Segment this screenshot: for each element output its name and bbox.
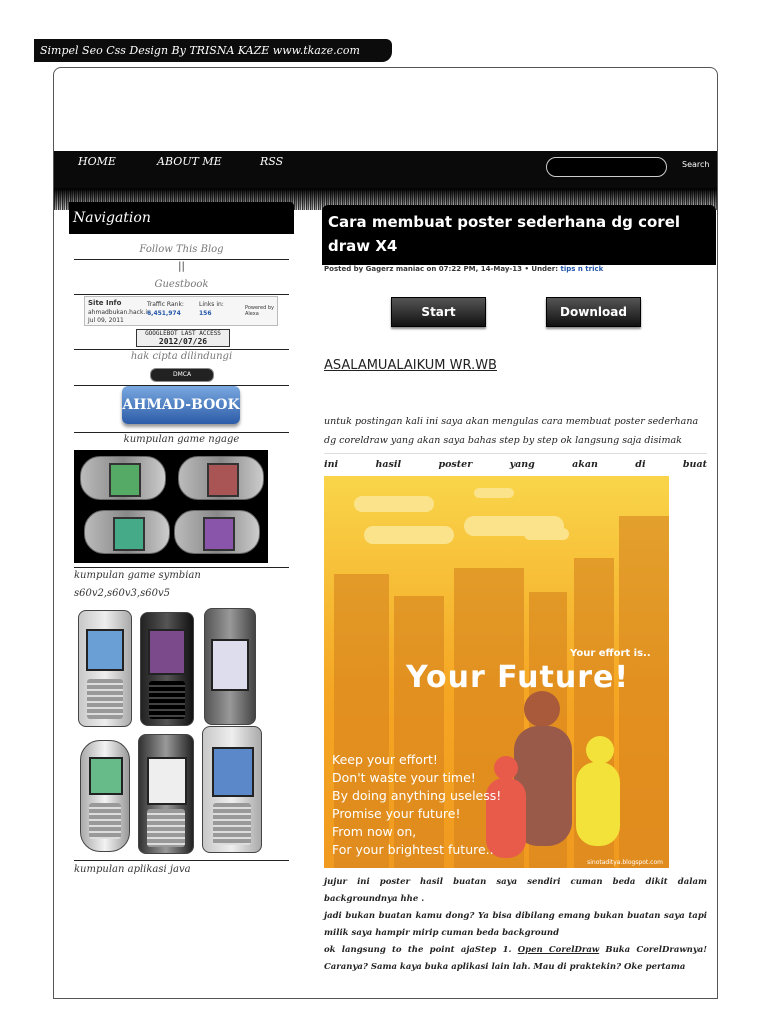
ngage-device-image — [80, 456, 166, 500]
poster-line: Don't waste your time! — [332, 770, 476, 785]
guestbook-link[interactable]: Guestbook — [154, 279, 209, 290]
siteinfo-links-value: 156 — [199, 310, 212, 317]
nokia-phone-image — [138, 734, 194, 854]
post-paragraph-step — [324, 942, 707, 976]
person-figure — [586, 736, 614, 764]
search-button[interactable]: Search — [682, 160, 710, 169]
sidebar-divider — [74, 349, 289, 350]
siteinfo-date: Jul 09, 2011 — [88, 317, 124, 324]
siteinfo-title: Site Info — [88, 299, 122, 307]
siteinfo-powered: Powered by Alexa — [245, 305, 274, 317]
cloud-shape — [524, 528, 569, 540]
open-coreldraw-link[interactable]: Open CorelDraw — [517, 945, 600, 955]
step-detail-text: Buka CorelDrawnya! Caranya? Sama kaya buka aplikasi lain lah. Mau di praktekin? Oke pertama — [324, 945, 708, 972]
post-label-link[interactable]: tips n trick — [560, 265, 604, 273]
post-paragraph: jujur ini poster hasil buatan saya sendiri cuman beda dikit dalam backgroundnya hhe . — [324, 877, 707, 904]
siteinfo-rank-label: Traffic Rank: — [147, 301, 184, 308]
sidebar-divider — [74, 259, 289, 260]
nav-home-link[interactable]: HOME — [78, 155, 116, 168]
apps-java-link[interactable]: kumpulan aplikasi java — [74, 864, 191, 875]
nokia-phone-image — [202, 726, 262, 853]
start-button[interactable]: Start — [391, 297, 486, 327]
game-symbian-versions: s60v2,s60v3,s60v5 — [74, 588, 170, 599]
googlebot-counter-date: 2012/07/26 — [158, 337, 208, 346]
ngage-device-image — [174, 510, 260, 554]
post-paragraph: jadi bukan buatan kamu dong? Ya bisa dibilang emang bukan buatan saya tapi milik saya hampir mirip cuman beda background — [324, 911, 707, 938]
siteinfo-rank-value: 6,451,974 — [147, 310, 181, 317]
post-greeting-heading: ASALAMUALAIKUM WR.WB — [324, 358, 497, 373]
siteinfo-url: ahmadbukan.hack.in — [88, 309, 151, 316]
post-meta-prefix: Posted by Gagerz maniac on 07:22 PM, 14-May-13 • Under: — [324, 265, 559, 273]
post-title-box — [322, 205, 716, 265]
post-meta — [324, 265, 603, 273]
post-result-caption: ini hasil poster yang akan di buat — [324, 459, 707, 470]
sidebar-divider — [74, 432, 289, 433]
siteinfo-links-label: Links in: — [199, 301, 224, 308]
nokia-phone-image — [78, 610, 132, 727]
poster-line: Keep your effort! — [332, 752, 438, 767]
symbian-phones-image[interactable] — [74, 608, 268, 853]
person-figure — [524, 691, 560, 727]
sidebar-heading-label: Navigation — [73, 210, 151, 226]
blog-top-title-bar — [34, 39, 392, 62]
post-title[interactable]: Cara membuat poster sederhana dg corel draw X4 — [328, 213, 681, 255]
googlebot-counter-label: GOOGLEBOT LAST ACCESS — [145, 330, 221, 337]
ngage-device-image — [84, 510, 170, 554]
cloud-shape — [364, 526, 454, 544]
poster-image — [324, 476, 669, 868]
cloud-shape — [474, 488, 514, 498]
follow-blog-link[interactable]: Follow This Blog — [139, 244, 224, 255]
game-symbian-link[interactable]: kumpulan game symbian — [74, 570, 201, 581]
blog-top-title: Simpel Seo Css Design By TRISNA KAZE www.tkaze.com — [40, 44, 360, 57]
sidebar-divider — [74, 860, 289, 861]
poster-line: For your brightest future.. — [332, 842, 494, 857]
nav-rss-link[interactable]: RSS — [260, 155, 284, 168]
search-input[interactable] — [546, 157, 667, 177]
alexa-site-info-widget[interactable] — [84, 296, 278, 326]
poster-future-text: Your Future! — [406, 660, 630, 695]
follow-separator: || — [178, 261, 185, 272]
sidebar-divider — [74, 567, 289, 568]
ahmad-book-button[interactable]: AHMAD-BOOK — [122, 386, 240, 424]
post-divider — [324, 453, 707, 454]
cloud-shape — [354, 496, 434, 512]
sidebar-divider — [74, 294, 289, 295]
post-intro-paragraph: untuk postingan kali ini saya akan mengulas cara membuat poster sederhana dg coreldraw yang akan saya bahas step by step ok langsung saja disimak — [324, 416, 699, 446]
main-nav — [54, 151, 717, 191]
game-ngage-link[interactable]: kumpulan game ngage — [123, 434, 240, 445]
nokia-phone-image — [80, 740, 130, 852]
poster-line: Promise your future! — [332, 806, 461, 821]
page-frame — [53, 67, 718, 999]
googlebot-counter — [136, 329, 230, 347]
dmca-badge[interactable]: DMCA — [150, 368, 214, 382]
poster-line: By doing anything useless! — [332, 788, 502, 803]
nokia-phone-image — [140, 612, 194, 726]
poster-credit: sinotaditya.blogspot.com — [587, 859, 663, 866]
download-button[interactable]: Download — [546, 297, 641, 327]
person-figure — [576, 762, 620, 846]
sidebar-heading — [69, 202, 294, 234]
ngage-device-image — [178, 456, 264, 500]
ngage-games-image[interactable] — [74, 450, 268, 563]
poster-effort-text: Your effort is.. — [570, 648, 651, 659]
poster-lines — [332, 751, 501, 859]
step-intro-text: ok langsung to the point ajaStep 1. — [324, 945, 512, 955]
poster-line: From now on, — [332, 824, 417, 839]
nav-about-link[interactable]: ABOUT ME — [157, 155, 222, 168]
copyright-protected-label: hak cipta dilindungi — [130, 351, 233, 362]
nokia-phone-image — [204, 608, 256, 725]
